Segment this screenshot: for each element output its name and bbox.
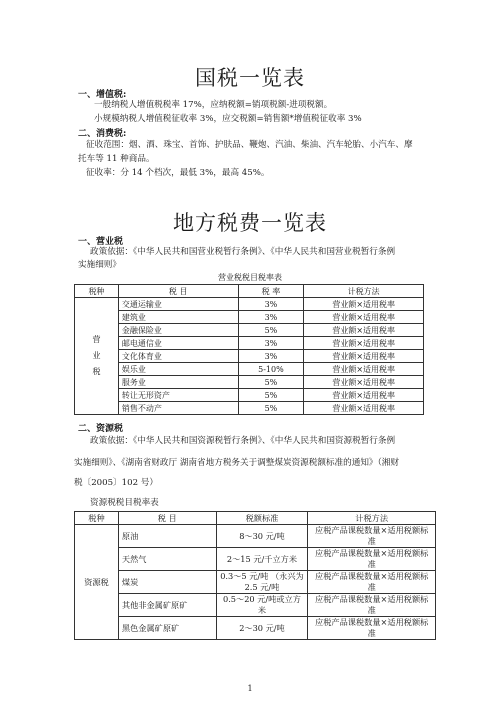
table-row [75,363,424,376]
standard-cell: 0.3～5 元/吨 （永兴为 2.5 元/吨 [216,571,308,594]
vat-line-2: 小规模纳税人增值税征收率 3%，应交税额=销售额*增值税征收率 3% [94,114,362,124]
method-cell: 应税产品课税数量×适用税额标准 [308,617,436,640]
table-row [75,324,424,337]
table-header-row [75,512,436,525]
rate-cell: 5-10% [238,363,304,376]
consumption-scope-1: 征收范围：烟、酒、珠宝、首饰、护肤品、鞭炮、汽油、柴油、汽车轮胎、小汽车、摩 [86,140,413,150]
method-cell: 营业额×适用税率 [304,298,424,311]
header-tax-item: 税 目 [118,512,216,525]
business-table-caption: 营业税税目税率表 [218,273,282,282]
header-calc-method: 计税方法 [308,512,436,525]
vat-line-1: 一般纳税人增值税税率 17%，应纳税额=销项税额-进项税额。 [94,100,333,110]
item-cell: 煤炭 [118,571,216,594]
item-cell: 建筑业 [118,311,238,324]
table-row [75,376,424,389]
business-tax-table [74,284,424,415]
item-cell: 金融保险业 [118,324,238,337]
rate-cell: 5% [238,376,304,389]
table-row [75,594,436,617]
tax-type-cell [75,298,119,415]
method-cell: 应税产品课税数量×适用税额标准 [308,571,436,594]
method-cell: 营业额×适用税率 [304,363,424,376]
table-row [75,402,424,415]
item-cell: 黑色金属矿原矿 [118,617,216,640]
consumption-scope-2: 托车等 11 种商品。 [78,154,155,164]
method-cell: 营业额×适用税率 [304,376,424,389]
rate-cell: 3% [238,298,304,311]
standard-cell: 0.5～20 元/吨或立方米 [216,594,308,617]
method-cell: 营业额×适用税率 [304,337,424,350]
resource-basis-1: 政策依据：《中华人民共和国资源税暂行条例》、《中华人民共和国资源税暂行条例 [90,436,396,446]
item-cell: 原油 [118,525,216,548]
method-cell: 应税产品课税数量×适用税额标准 [308,594,436,617]
method-cell: 应税产品课税数量×适用税额标准 [308,525,436,548]
item-cell: 娱乐业 [118,363,238,376]
rate-cell: 3% [238,350,304,363]
resource-tax-table [74,511,436,640]
table-row [75,350,424,363]
tax-type-label: 营 业 税 [92,335,101,376]
item-cell: 销售不动产 [118,402,238,415]
tax-type-cell: 资源税 [75,525,119,640]
method-cell: 营业额×适用税率 [304,324,424,337]
item-cell: 其他非金属矿原矿 [118,594,216,617]
method-cell: 营业额×适用税率 [304,350,424,363]
rate-cell: 3% [238,311,304,324]
table-row [75,337,424,350]
local-tax-title: 地方税费一览表 [173,211,327,235]
vat-heading: 一、增值税: [78,90,127,100]
item-cell: 交通运输业 [118,298,238,311]
table-row [75,389,424,402]
item-cell: 服务业 [118,376,238,389]
item-cell: 文化体育业 [118,350,238,363]
item-cell: 天然气 [118,548,216,571]
resource-basis-2: 实施细则》、《湖南省财政厅 湖南省地方税务关于调整煤炭资源税额标准的通知》（湘财 [74,458,399,468]
method-cell: 营业额×适用税率 [304,389,424,402]
table-row [75,311,424,324]
item-cell: 转让无形资产 [118,389,238,402]
business-basis-2: 实施细则》 [78,260,121,270]
table-row [75,571,436,594]
item-cell: 邮电通信业 [118,337,238,350]
table-row [75,525,436,548]
resource-basis-3: 税〔2005〕102 号） [74,478,158,488]
standard-cell: 2～30 元/吨 [216,617,308,640]
rate-cell: 5% [238,402,304,415]
table-header-row [75,285,424,298]
standard-cell: 8～30 元/吨 [216,525,308,548]
method-cell: 营业额×适用税率 [304,311,424,324]
resource-table-caption: 资源税税目税率表 [90,498,159,508]
method-cell: 应税产品课税数量×适用税额标准 [308,548,436,571]
table-row [75,298,424,311]
header-calc-method: 计税方法 [304,285,424,298]
rate-cell: 3% [238,337,304,350]
header-tax-rate: 税 率 [238,285,304,298]
header-tax-item: 税 目 [118,285,238,298]
rate-cell: 5% [238,389,304,402]
method-cell: 营业额×适用税率 [304,402,424,415]
resource-tax-heading: 二、资源税 [78,424,124,434]
table-row [75,548,436,571]
header-tax-standard: 税额标准 [216,512,308,525]
table-row [75,617,436,640]
header-tax-type: 税种 [75,512,119,525]
business-basis-1: 政策依据：《中华人民共和国营业税暂行条例》、《中华人民共和国营业税暂行条例 [90,247,396,257]
page-number: 1 [247,684,253,693]
consumption-heading: 二、消费税: [78,129,127,139]
consumption-rate: 征收率：分 14 个档次，最低 3%，最高 45%。 [86,168,270,178]
business-tax-heading: 一、营业税 [78,237,124,247]
standard-cell: 2～15 元/千立方米 [216,548,308,571]
rate-cell: 5% [238,324,304,337]
national-tax-title: 国税一览表 [195,66,305,90]
header-tax-type: 税种 [75,285,119,298]
